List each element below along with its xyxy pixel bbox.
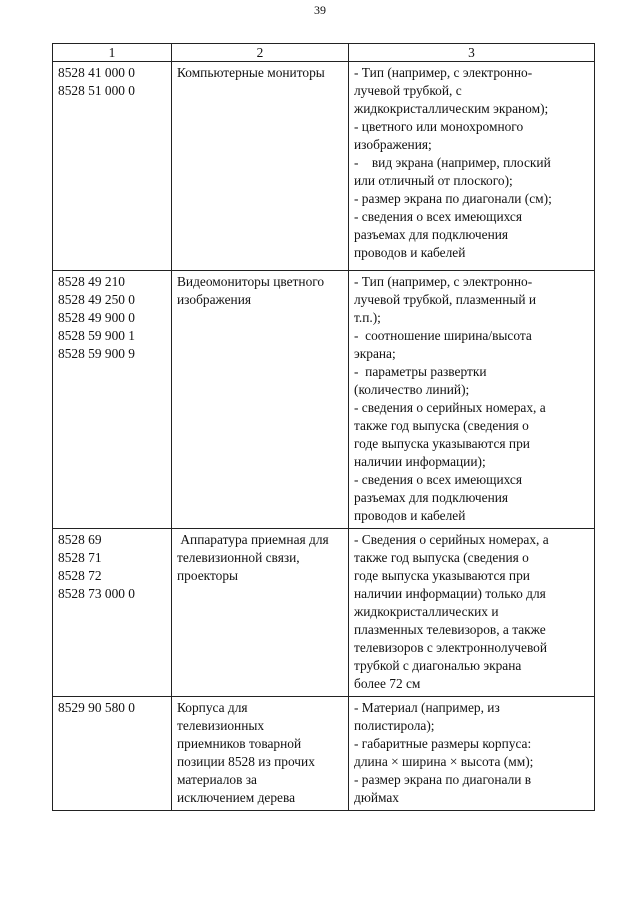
tn-ved-code-cell xyxy=(53,62,172,271)
goods-details-line: дюймах xyxy=(354,790,400,805)
goods-details-line: жидкокристаллических и xyxy=(354,604,499,619)
goods-details-line: - цветного или монохромного xyxy=(354,119,524,134)
goods-details-line: (количество линий); xyxy=(354,382,470,397)
goods-name-line: телевизионных xyxy=(177,718,265,733)
goods-details-line: наличии информации); xyxy=(354,454,486,469)
goods-details-line: - сведения о серийных номерах, а xyxy=(354,400,546,415)
tn-ved-code-line: 8528 41 000 0 xyxy=(58,65,135,80)
goods-name-line: Аппаратура приемная для xyxy=(177,532,329,547)
tn-ved-code-cell xyxy=(53,271,172,529)
goods-details-line: изображения; xyxy=(354,137,432,152)
goods-name-line: Корпуса для xyxy=(177,700,248,715)
customs-goods-table xyxy=(52,43,595,811)
tn-ved-code-cell xyxy=(53,697,172,811)
goods-name-line: Компьютерные мониторы xyxy=(177,65,325,80)
tn-ved-code-line: 8529 90 580 0 xyxy=(58,700,135,715)
goods-details-line: также год выпуска (сведения о xyxy=(354,550,529,565)
goods-details-line: - вид экрана (например, плоский xyxy=(354,155,551,170)
goods-name-line: Видеомониторы цветного xyxy=(177,274,325,289)
goods-details-line: - сведения о всех имеющихся xyxy=(354,209,523,224)
tn-ved-code-line: 8528 71 xyxy=(58,550,102,565)
table-body xyxy=(53,62,595,811)
goods-details-cell xyxy=(349,697,595,811)
goods-name-line: приемников товарной xyxy=(177,736,302,751)
tn-ved-code-line: 8528 69 xyxy=(58,532,102,547)
tn-ved-code-line: 8528 51 000 0 xyxy=(58,83,135,98)
goods-details-line: годе выпуска указываются при xyxy=(354,436,530,451)
goods-details-line: телевизоров с электроннолучевой xyxy=(354,640,548,655)
goods-details-line: разъемах для подключения xyxy=(354,227,509,242)
goods-details-line: экрана; xyxy=(354,346,396,361)
goods-details-line: - размер экрана по диагонали в xyxy=(354,772,532,787)
page-number: 39 xyxy=(314,3,326,17)
goods-details-line: жидкокристаллическим экраном); xyxy=(354,101,549,116)
goods-name-cell xyxy=(172,62,349,271)
goods-details-line: трубкой с диагональю экрана xyxy=(354,658,522,673)
table-row xyxy=(53,271,595,529)
goods-details-line: - Тип (например, с электронно- xyxy=(354,274,533,289)
goods-details-line: лучевой трубкой, плазменный и xyxy=(354,292,537,307)
goods-details-line: или отличный от плоского); xyxy=(354,173,513,188)
tn-ved-code-cell xyxy=(53,529,172,697)
goods-name-line: телевизионной связи, xyxy=(177,550,300,565)
goods-name-line: проекторы xyxy=(177,568,239,583)
goods-details-line: - размер экрана по диагонали (см); xyxy=(354,191,552,206)
goods-details-line: годе выпуска указываются при xyxy=(354,568,530,583)
tn-ved-code-line: 8528 49 900 0 xyxy=(58,310,135,325)
table-row xyxy=(53,62,595,271)
goods-details-line: наличии информации) только для xyxy=(354,586,546,601)
goods-name-line: исключением дерева xyxy=(177,790,296,805)
column-header-1: 1 xyxy=(53,44,172,62)
goods-details-line: - Сведения о серийных номерах, а xyxy=(354,532,549,547)
goods-details-cell xyxy=(349,271,595,529)
goods-details-line: разъемах для подключения xyxy=(354,490,509,505)
goods-details-line: более 72 см xyxy=(354,676,421,691)
goods-details-line: проводов и кабелей xyxy=(354,245,466,260)
goods-details-line: - Материал (например, из xyxy=(354,700,500,715)
goods-details-line: - соотношение ширина/высота xyxy=(354,328,532,343)
goods-details-line: - сведения о всех имеющихся xyxy=(354,472,523,487)
goods-name-cell xyxy=(172,271,349,529)
table-row xyxy=(53,529,595,697)
table-row xyxy=(53,697,595,811)
tn-ved-code-line: 8528 59 900 9 xyxy=(58,346,135,361)
goods-name-line: позиции 8528 из прочих xyxy=(177,754,315,769)
goods-details-line: полистирола); xyxy=(354,718,435,733)
goods-details-cell xyxy=(349,62,595,271)
goods-name-line: изображения xyxy=(177,292,252,307)
goods-details-line: - Тип (например, с электронно- xyxy=(354,65,533,80)
goods-details-line: длина × ширина × высота (мм); xyxy=(354,754,534,769)
goods-details-line: плазменных телевизоров, а также xyxy=(354,622,546,637)
goods-details-line: - габаритные размеры корпуса: xyxy=(354,736,532,751)
goods-details-line: проводов и кабелей xyxy=(354,508,466,523)
goods-name-cell xyxy=(172,697,349,811)
goods-details-line: т.п.); xyxy=(354,310,381,325)
tn-ved-code-line: 8528 73 000 0 xyxy=(58,586,135,601)
goods-name-cell xyxy=(172,529,349,697)
goods-name-line: материалов за xyxy=(177,772,257,787)
tn-ved-code-line: 8528 59 900 1 xyxy=(58,328,135,343)
goods-details-cell xyxy=(349,529,595,697)
tn-ved-code-line: 8528 49 250 0 xyxy=(58,292,135,307)
goods-details-line: также год выпуска (сведения о xyxy=(354,418,529,433)
goods-details-line: - параметры развертки xyxy=(354,364,487,379)
table-header-row xyxy=(53,44,595,62)
tn-ved-code-line: 8528 49 210 xyxy=(58,274,125,289)
tn-ved-code-line: 8528 72 xyxy=(58,568,102,583)
goods-details-line: лучевой трубкой, с xyxy=(354,83,462,98)
column-header-2: 2 xyxy=(172,44,349,62)
column-header-3: 3 xyxy=(349,44,595,62)
